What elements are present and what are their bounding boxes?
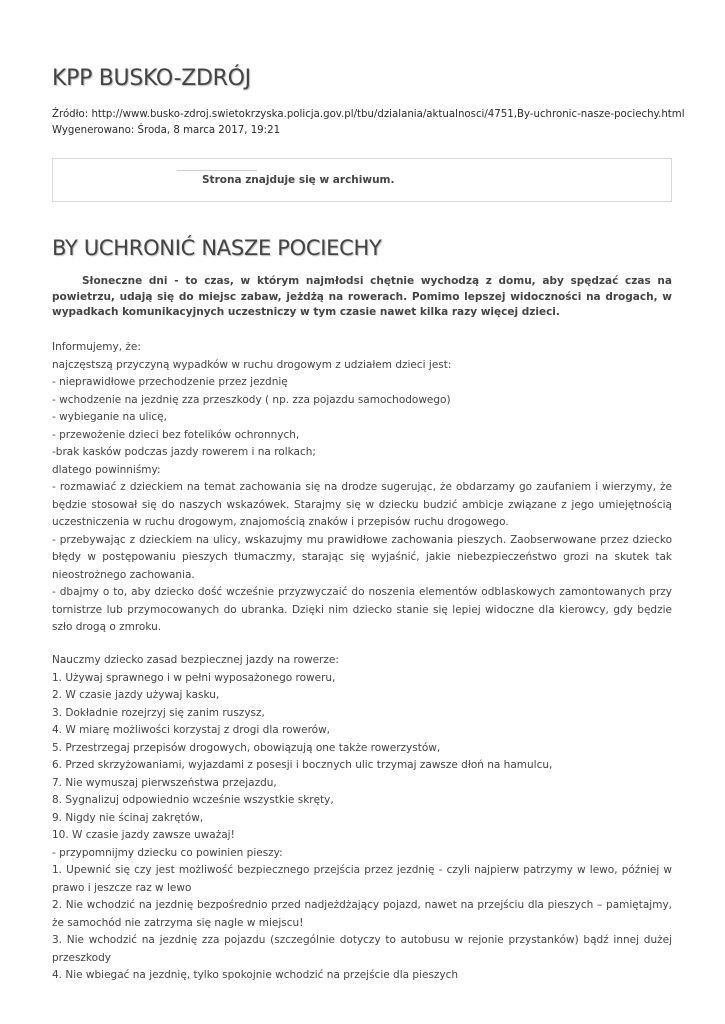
- paragraph: Nauczmy dziecko zasad bezpiecznej jazdy na rowerze:: [52, 654, 339, 666]
- list-item: 1. Upewnić się czy jest możliwość bezpiecznego przejścia przez jezdnię - czyli najpierw patrzymy w lewo, później w prawo i jeszcze raz w lewo: [52, 864, 672, 894]
- paragraph: najczęstszą przyczyną wypadków w ruchu drogowym z udziałem dzieci jest:: [52, 358, 452, 371]
- list-item: 2. Nie wchodzić na jezdnię bezpośrednio przed nadjeżdżający pojazd, nawet na przejściu dla pieszych – pamiętajmy, że samochód nie zatrzyma się nagle w miejscu!: [52, 899, 672, 929]
- article-body-part-2: [52, 652, 672, 985]
- source-url: Źródło: http://www.busko-zdroj.swietokrzyska.policja.gov.pl/tbu/dzialania/aktualnosci/4751,By-uchronic-nasze-pociechy.html: [52, 109, 685, 120]
- generated-date: Wygenerowano: Środa, 8 marca 2017, 19:21: [52, 124, 281, 136]
- list-item: 3. Dokładnie rozejrzyj się zanim ruszysz,: [52, 706, 265, 719]
- list-item: - rozmawiać z dzieckiem na temat zachowania się na drodze sugerując, że obdarzamy go zaufaniem i wierzymy, że będzie stosował się do naszych wskazówek. Starajmy się w dziecku budzić ambicje związane z jego umiejętnością uczestniczenia w ruchu drogowym, znajomością znaków i przepisów ruchu drogowego.: [52, 481, 672, 528]
- list-item: - nieprawidłowe przechodzenie przez jezdnię: [52, 376, 288, 388]
- list-item: - wybieganie na ulicę,: [52, 411, 167, 423]
- list-item: 10. W czasie jazdy zawsze uważaj!: [52, 829, 235, 841]
- site-title: KPP BUSKO-ZDRÓJ: [52, 66, 251, 91]
- source-meta: [52, 107, 685, 138]
- archive-notice: Strona znajduje się w archiwum.: [202, 174, 395, 186]
- archive-divider: [177, 170, 257, 171]
- list-item: 6. Przed skrzyżowaniami, wyjazdami z posesji i bocznych ulic trzymaj zawsze dłoń na hamulcu,: [52, 759, 553, 771]
- article-title: BY UCHRONIĆ NASZE POCIECHY: [52, 236, 382, 260]
- paragraph: - przypomnijmy dziecku co powinien pieszy:: [52, 846, 283, 859]
- list-item: - wchodzenie na jezdnię zza przeszkody ( np. zza pojazdu samochodowego): [52, 393, 451, 406]
- archive-notice-box: [52, 158, 672, 202]
- list-item: 7. Nie wymuszaj pierwszeństwa przejazdu,: [52, 776, 277, 789]
- paragraph: Informujemy, że:: [52, 341, 141, 353]
- list-item: 5. Przestrzegaj przepisów drogowych, obowiązują one także rowerzystów,: [52, 741, 441, 754]
- article-lead: Słoneczne dni - to czas, w którym najmłodsi chętnie wychodzą z domu, aby spędzać czas na powietrzu, udają się do miejsc zabaw, jeżdżą na rowerach. Pomimo lepszej widoczności na drogach, w wypadkach komunikacyjnych uczestniczy w tym czasie nawet kilka razy więcej dzieci.: [52, 275, 672, 318]
- list-item: 8. Sygnalizuj odpowiednio wcześnie wszystkie skręty,: [52, 794, 334, 806]
- list-item: 4. W miarę możliwości korzystaj z drogi dla rowerów,: [52, 724, 331, 736]
- list-item: -brak kasków podczas jazdy rowerem i na rolkach;: [52, 446, 316, 458]
- list-item: 4. Nie wbiegać na jezdnię, tylko spokojnie wchodzić na przejście dla pieszych: [52, 969, 459, 981]
- paragraph: dlatego powinniśmy:: [52, 463, 161, 476]
- list-item: 3. Nie wchodzić na jezdnię zza pojazdu (szczególnie dotyczy to autobusu w rejonie przystanków) bądź innej dużej przeszkody: [52, 934, 672, 964]
- list-item: - przewożenie dzieci bez fotelików ochronnych,: [52, 428, 300, 441]
- list-item: - dbajmy o to, aby dziecko dość wcześnie przyzwyczaić do noszenia elementów odblaskowych zamontowanych przy tornistrze lub przymocowanych do ubranka. Dzięki nim dziecko stanie się lepiej widoczne dla kierowcy, gdy będzie szło drogą o zmroku.: [52, 586, 672, 633]
- list-item: 1. Używaj sprawnego i w pełni wyposażonego roweru,: [52, 671, 336, 684]
- list-item: 2. W czasie jazdy używaj kasku,: [52, 689, 220, 701]
- list-item: - przebywając z dzieckiem na ulicy, wskazujmy mu prawidłowe zachowania pieszych. Zaobserwowane przez dziecko błędy w postępowaniu pieszych tłumaczmy, starając się wyjaśnić, jakie niebezpieczeństwo grozi na skutek tak nieostrożnego zachowania.: [52, 533, 672, 581]
- list-item: 9. Nigdy nie ścinaj zakrętów,: [52, 811, 204, 824]
- article-body-part-1: [52, 339, 672, 637]
